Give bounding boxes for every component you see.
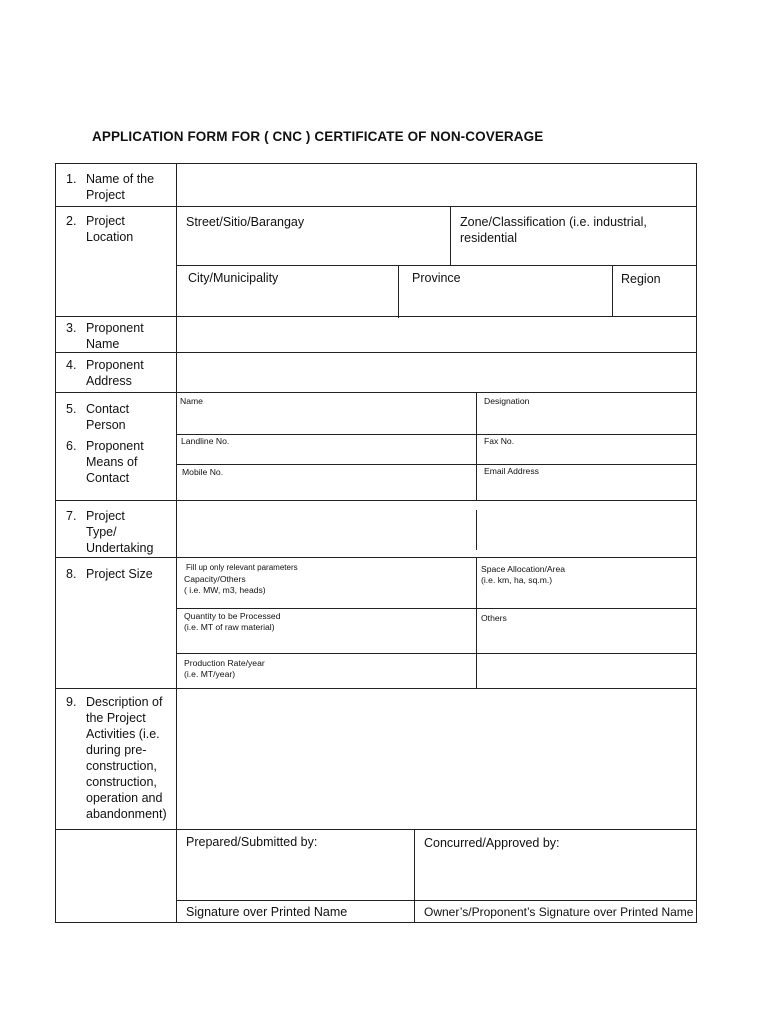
region-label: Region xyxy=(621,272,661,286)
row-divider xyxy=(55,829,697,830)
email-label: Email Address xyxy=(484,466,539,476)
location-divider xyxy=(176,265,697,266)
approved-signature-field[interactable] xyxy=(416,850,695,898)
mobile-label: Mobile No. xyxy=(182,467,224,477)
contact-name-label: Name xyxy=(180,396,203,406)
row-divider xyxy=(176,653,697,654)
row-label-project-size: 8. Project Size xyxy=(66,567,153,581)
row-label-project-location: 2. Project Location xyxy=(66,214,134,244)
row-label-proponent-address: 4. Proponent Address xyxy=(66,358,144,388)
row-label-project-name: 1. Name of the Project xyxy=(66,172,155,202)
row-divider xyxy=(55,206,697,207)
fax-label: Fax No. xyxy=(484,436,515,446)
others-label: Others xyxy=(481,613,507,623)
contact-divider xyxy=(476,392,477,500)
zone-label: Zone/Classification (i.e. industrial, residential xyxy=(460,215,647,245)
size-divider xyxy=(476,557,477,688)
row-label-means-of-contact: 6. Proponent Means of Contact xyxy=(66,439,144,485)
landline-label: Landline No. xyxy=(181,436,230,446)
capacity-label: Capacity/Others ( i.e. MW, m3, heads) xyxy=(184,574,266,595)
designation-label: Designation xyxy=(484,396,530,406)
location-divider xyxy=(450,206,451,265)
proponent-name-field[interactable] xyxy=(178,318,695,351)
row-label-proponent-name: 3. Proponent Name xyxy=(66,321,144,351)
row-divider xyxy=(176,900,697,901)
project-type-field[interactable] xyxy=(178,502,695,556)
production-rate-label: Production Rate/year (i.e. MT/year) xyxy=(184,658,265,679)
space-allocation-label: Space Allocation/Area (i.e. km, ha, sq.m.) xyxy=(481,564,566,585)
location-divider xyxy=(612,265,613,316)
row-divider xyxy=(55,392,697,393)
city-label: City/Municipality xyxy=(188,271,279,285)
form-title: APPLICATION FORM FOR ( CNC ) CERTIFICATE OF NON-COVERAGE xyxy=(92,129,544,144)
row-label-project-type: 7. Project Type/ Undertaking xyxy=(66,509,154,555)
label-column-divider xyxy=(176,163,177,923)
row-divider xyxy=(55,688,697,689)
signature-left-label: Signature over Printed Name xyxy=(186,905,348,919)
street-label: Street/Sitio/Barangay xyxy=(186,215,305,229)
row-divider xyxy=(55,316,697,317)
row-divider xyxy=(55,557,697,558)
proponent-address-field[interactable] xyxy=(178,354,695,391)
signature-right-label: Owner’s/Proponent’s Signature over Printed Name xyxy=(424,905,694,919)
province-label: Province xyxy=(412,271,461,285)
location-divider xyxy=(398,265,399,318)
quantity-label: Quantity to be Processed (i.e. MT of raw material) xyxy=(184,611,281,632)
concurred-by-label: Concurred/Approved by: xyxy=(424,836,560,850)
project-name-field[interactable] xyxy=(178,165,695,205)
row-divider xyxy=(176,434,697,435)
prepared-by-label: Prepared/Submitted by: xyxy=(186,835,318,849)
description-field[interactable] xyxy=(178,690,695,828)
row-divider xyxy=(55,500,697,501)
signature-divider xyxy=(414,829,415,923)
row-divider xyxy=(55,352,697,353)
size-note: Fill up only relevant parameters xyxy=(186,563,298,572)
row-divider xyxy=(176,608,697,609)
row-label-description: 9. Description of the Project Activities (i.e. during pre- construction, construction, operation and abandonment) xyxy=(66,695,167,821)
prepared-signature-field[interactable] xyxy=(178,850,412,898)
row-label-contact-person: 5. Contact Person xyxy=(66,402,130,432)
row-divider xyxy=(176,464,697,465)
